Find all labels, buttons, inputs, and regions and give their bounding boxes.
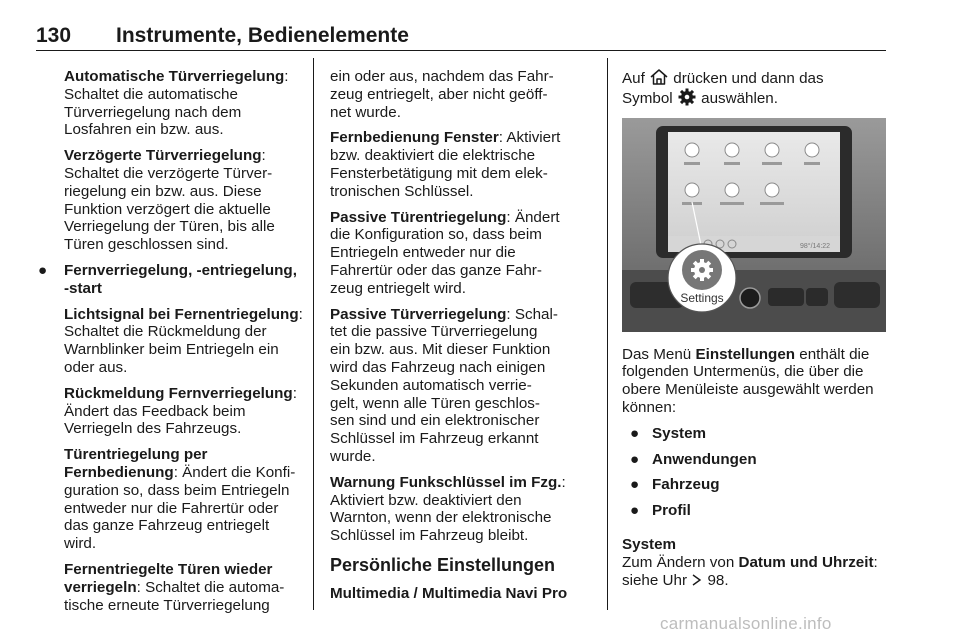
list-item <box>630 425 890 443</box>
list-item <box>630 476 890 494</box>
entry-passive-lock: Passive Türverriegelung: Schal- tet die passive Türverriegelung ein bzw. aus. Mit dieser Funktion wird das Fahrzeug nach einigen Sekunden automatisch verrie- gelt, wenn alle Türen geschlos- sen sind und ein elektronischer Schlüssel im Fahrzeug erkannt wurde. <box>330 305 558 465</box>
system-text: Zum Ändern von Datum und Uhrzeit: siehe Uhr 98. <box>622 553 878 589</box>
menu-text <box>622 346 890 417</box>
description: Schal- tet die passive Türverriegelung ein bzw. aus. Mit dieser Funktion wird das Fahrzeug nach einigen Sekunden automatisch verrie- gelt, wenn alle Türen geschlos- sen sind und ein elektronischer Schlüssel im Fahrzeug erkannt wurde. <box>330 305 558 465</box>
item-label: Anwendungen <box>652 450 757 468</box>
intro-part: Symbol <box>622 89 673 107</box>
entry-light-signal: Lichtsignal bei Fernentriegelung: Schaltet die Rückmeldung der Warnblinker beim Entriegeln ein oder aus. <box>64 305 303 376</box>
settings-gear-icon <box>691 259 713 281</box>
entry-auto-lock: Automatische Türverriegelung: Schaltet die automatische Türverriegelung nach dem Losfahren ein bzw. aus. <box>64 68 289 139</box>
term: Lichtsignal bei Fernentriegelung <box>64 305 299 323</box>
section-title: Persönliche Einstellungen <box>330 554 556 575</box>
home-icon <box>649 68 669 86</box>
intro-part: Auf <box>622 70 645 87</box>
entry-delayed-lock: Verzögerte Türverriegelung: Schaltet die verzögerte Türver- riegelung ein bzw. aus. Diese Funktion verzögert die aktuelle Verriegelung der Türen, bis alle Türen geschlossen sind. <box>64 147 275 254</box>
term: Passive Türverriegelung <box>330 305 507 323</box>
menu-part: Das Menü <box>622 345 692 363</box>
column-1 <box>38 68 304 622</box>
entry-warning: Warnung Funkschlüssel im Fzg.: Aktiviert bzw. deaktiviert den Warnton, wenn der elektronische Schlüssel im Fahrzeug bleibt. <box>330 473 566 545</box>
subsection-title: Multimedia / Multimedia Navi Pro <box>330 584 568 602</box>
term: Warnung Funkschlüssel im Fzg. <box>330 473 562 491</box>
system-part: siehe Uhr <box>622 571 687 589</box>
list-item <box>630 502 890 520</box>
page-ref[interactable]: 98. <box>707 571 729 589</box>
term: Türentriegelung per Fernbedienung <box>64 446 208 481</box>
column-2 <box>330 68 596 603</box>
list-item <box>630 451 890 469</box>
bullet-icon: ● <box>630 450 640 468</box>
term: Fernbedienung Fenster <box>330 129 499 147</box>
term: Verzögerte Türverriegelung <box>64 147 262 165</box>
bullet-icon: ● <box>38 261 48 279</box>
menu-part: enthält die folgenden Untermenüs, die über die obere Menüleiste ausgewählt werden können: <box>622 345 874 416</box>
system-part: Zum Ändern von <box>622 553 735 571</box>
term: Fernentriegelte Türen wieder verriegeln <box>64 560 273 596</box>
description: Ändert die Konfiguration so, dass beim Entriegeln entweder nur die Fahrertür oder das ganze Fahr- zeug entriegelt wird. <box>330 208 560 297</box>
screen-clock: 98°/14:22 <box>800 242 831 250</box>
description: Ändert die Konfi- guration so, dass beim Entriegeln entweder nur die Fahrertür oder das ganze Fahrzeug entriegelt wird. <box>64 463 296 553</box>
description: Schaltet die verzögerte Türver- riegelung ein bzw. aus. Diese Funktion verzögert die aktuelle Verriegelung der Türen, bis alle Türen geschlossen sind. <box>64 164 275 254</box>
system-term: Datum und Uhrzeit <box>738 553 874 571</box>
gear-icon <box>677 88 697 106</box>
item-label: System <box>652 424 707 442</box>
entry-windows: Fernbedienung Fenster: Aktiviert bzw. deaktiviert die elektrische Fensterbetätigung mit dem elek- tronischen Schlüssel. <box>330 129 561 200</box>
term: Passive Türentriegelung <box>330 208 507 226</box>
bullet-text: Fernverriegelung, -entriegelung, -start <box>64 261 297 297</box>
intro-part: auswählen. <box>701 89 778 107</box>
watermark: carmanualsonline.info <box>660 614 832 633</box>
item-label: Fahrzeug <box>652 476 720 494</box>
menu-term: Einstellungen <box>695 345 796 363</box>
bullet-remote-lock <box>38 261 304 298</box>
term: Rückmeldung Fernverriegelung <box>64 384 293 402</box>
description: Schaltet die automatische Türverriegelung nach dem Losfahren ein bzw. aus. <box>64 85 242 139</box>
continued-text: ein oder aus, nachdem das Fahr- zeug entriegelt, aber nicht geöff- net wurde. <box>330 68 554 121</box>
infotainment-screen-image <box>622 118 886 332</box>
page-ref-arrow-icon <box>691 573 703 587</box>
intro-text <box>622 68 890 108</box>
settings-label: Settings <box>680 290 724 305</box>
bullet-icon: ● <box>630 502 640 520</box>
description: Aktiviert bzw. deaktiviert den Warnton, wenn der elektronische Schlüssel im Fahrzeug bleibt. <box>330 491 552 545</box>
description: Schaltet die automa- tische erneute Türverriegelung <box>64 578 285 614</box>
submenu-list <box>630 425 890 520</box>
column-divider-1 <box>313 58 314 610</box>
column-divider-2 <box>607 58 608 610</box>
item-label: Profil <box>652 502 691 520</box>
bullet-icon: ● <box>630 424 640 442</box>
entry-feedback: Rückmeldung Fernverriegelung: Ändert das Feedback beim Verriegeln des Fahrzeugs. <box>64 384 297 438</box>
column-3 <box>622 68 890 597</box>
intro-part: drücken und dann das <box>673 70 824 87</box>
page-title: Instrumente, Bedienelemente <box>116 24 409 47</box>
entry-relock: Fernentriegelte Türen wieder verriegeln: Schaltet die automa- tische erneute Türverriegelung <box>64 560 285 614</box>
entry-door-unlock: Türentriegelung per Fernbedienung: Ändert die Konfi- guration so, dass beim Entriegeln entweder nur die Fahrertür oder das ganze Fahrzeug entriegelt wird. <box>64 446 296 553</box>
description: Ändert das Feedback beim Verriegeln des Fahrzeugs. <box>64 402 246 438</box>
system-title: System <box>622 535 677 553</box>
entry-passive-unlock: Passive Türentriegelung: Ändert die Konfiguration so, dass beim Entriegeln entweder nur die Fahrertür oder das ganze Fahr- zeug entriegelt wird. <box>330 208 560 297</box>
page-number: 130 <box>36 24 72 47</box>
bullet-icon: ● <box>630 476 640 494</box>
description: Aktiviert bzw. deaktiviert die elektrische Fensterbetätigung mit dem elek- tronischen Schlüssel. <box>330 129 561 200</box>
description: Schaltet die Rückmeldung der Warnblinker beim Entriegeln ein oder aus. <box>64 323 279 376</box>
page-header <box>36 22 886 51</box>
term: Automatische Türverriegelung <box>64 68 285 85</box>
